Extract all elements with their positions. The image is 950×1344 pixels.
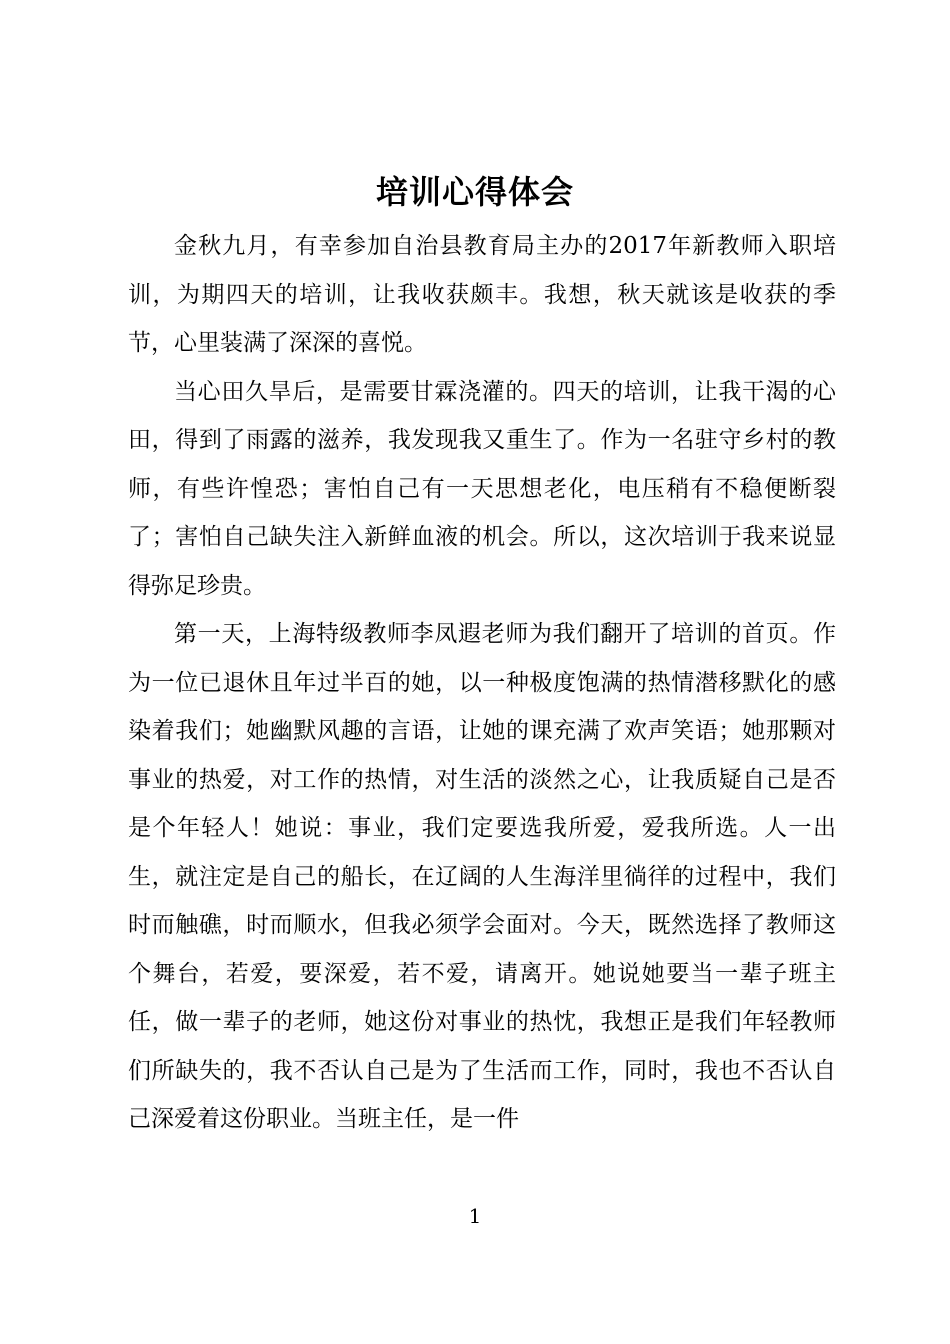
page-number: 1 — [468, 1204, 482, 1228]
document-body — [128, 222, 836, 1144]
paragraph-3: 第一天，上海特级教师李凤遐老师为我们翻开了培训的首页。作为一位已退休且年过半百的她，以一种极度饱满的热情潜移默化的感染着我们；她幽默风趣的言语，让她的课充满了欢声笑语；她那颗对事业的热爱，对工作的热情，对生活的淡然之心，让我质疑自己是否是个年轻人！她说：事业，我们定要选我所爱，爱我所选。人一出生，就注定是自己的船长，在辽阔的人生海洋里徜徉的过程中，我们时而触礁，时而顺水，但我必须学会面对。今天，既然选择了教师这个舞台，若爱，要深爱，若不爱，请离开。她说她要当一辈子班主任，做一辈子的老师，她这份对事业的热忱，我想正是我们年轻教师们所缺失的，我不否认自己是为了生活而工作，同时，我也不否认自己深爱着这份职业。当班主任，是一件 — [128, 621, 836, 1132]
document-title: 培训心得体会 — [375, 173, 574, 211]
paragraph-1: 金秋九月，有幸参加自治县教育局主办的2017年新教师入职培训，为期四天的培训，让我收获颇丰。我想，秋天就该是收获的季节，心里装满了深深的喜悦。 — [128, 233, 836, 356]
paragraph-2: 当心田久旱后，是需要甘霖浇灌的。四天的培训，让我干渴的心田，得到了雨露的滋养，我发现我又重生了。作为一名驻守乡村的教师，有些许惶恐；害怕自己有一天思想老化，电压稍有不稳便断裂了；害怕自己缺失注入新鲜血液的机会。所以，这次培训于我来说显得弥足珍贵。 — [128, 378, 836, 599]
